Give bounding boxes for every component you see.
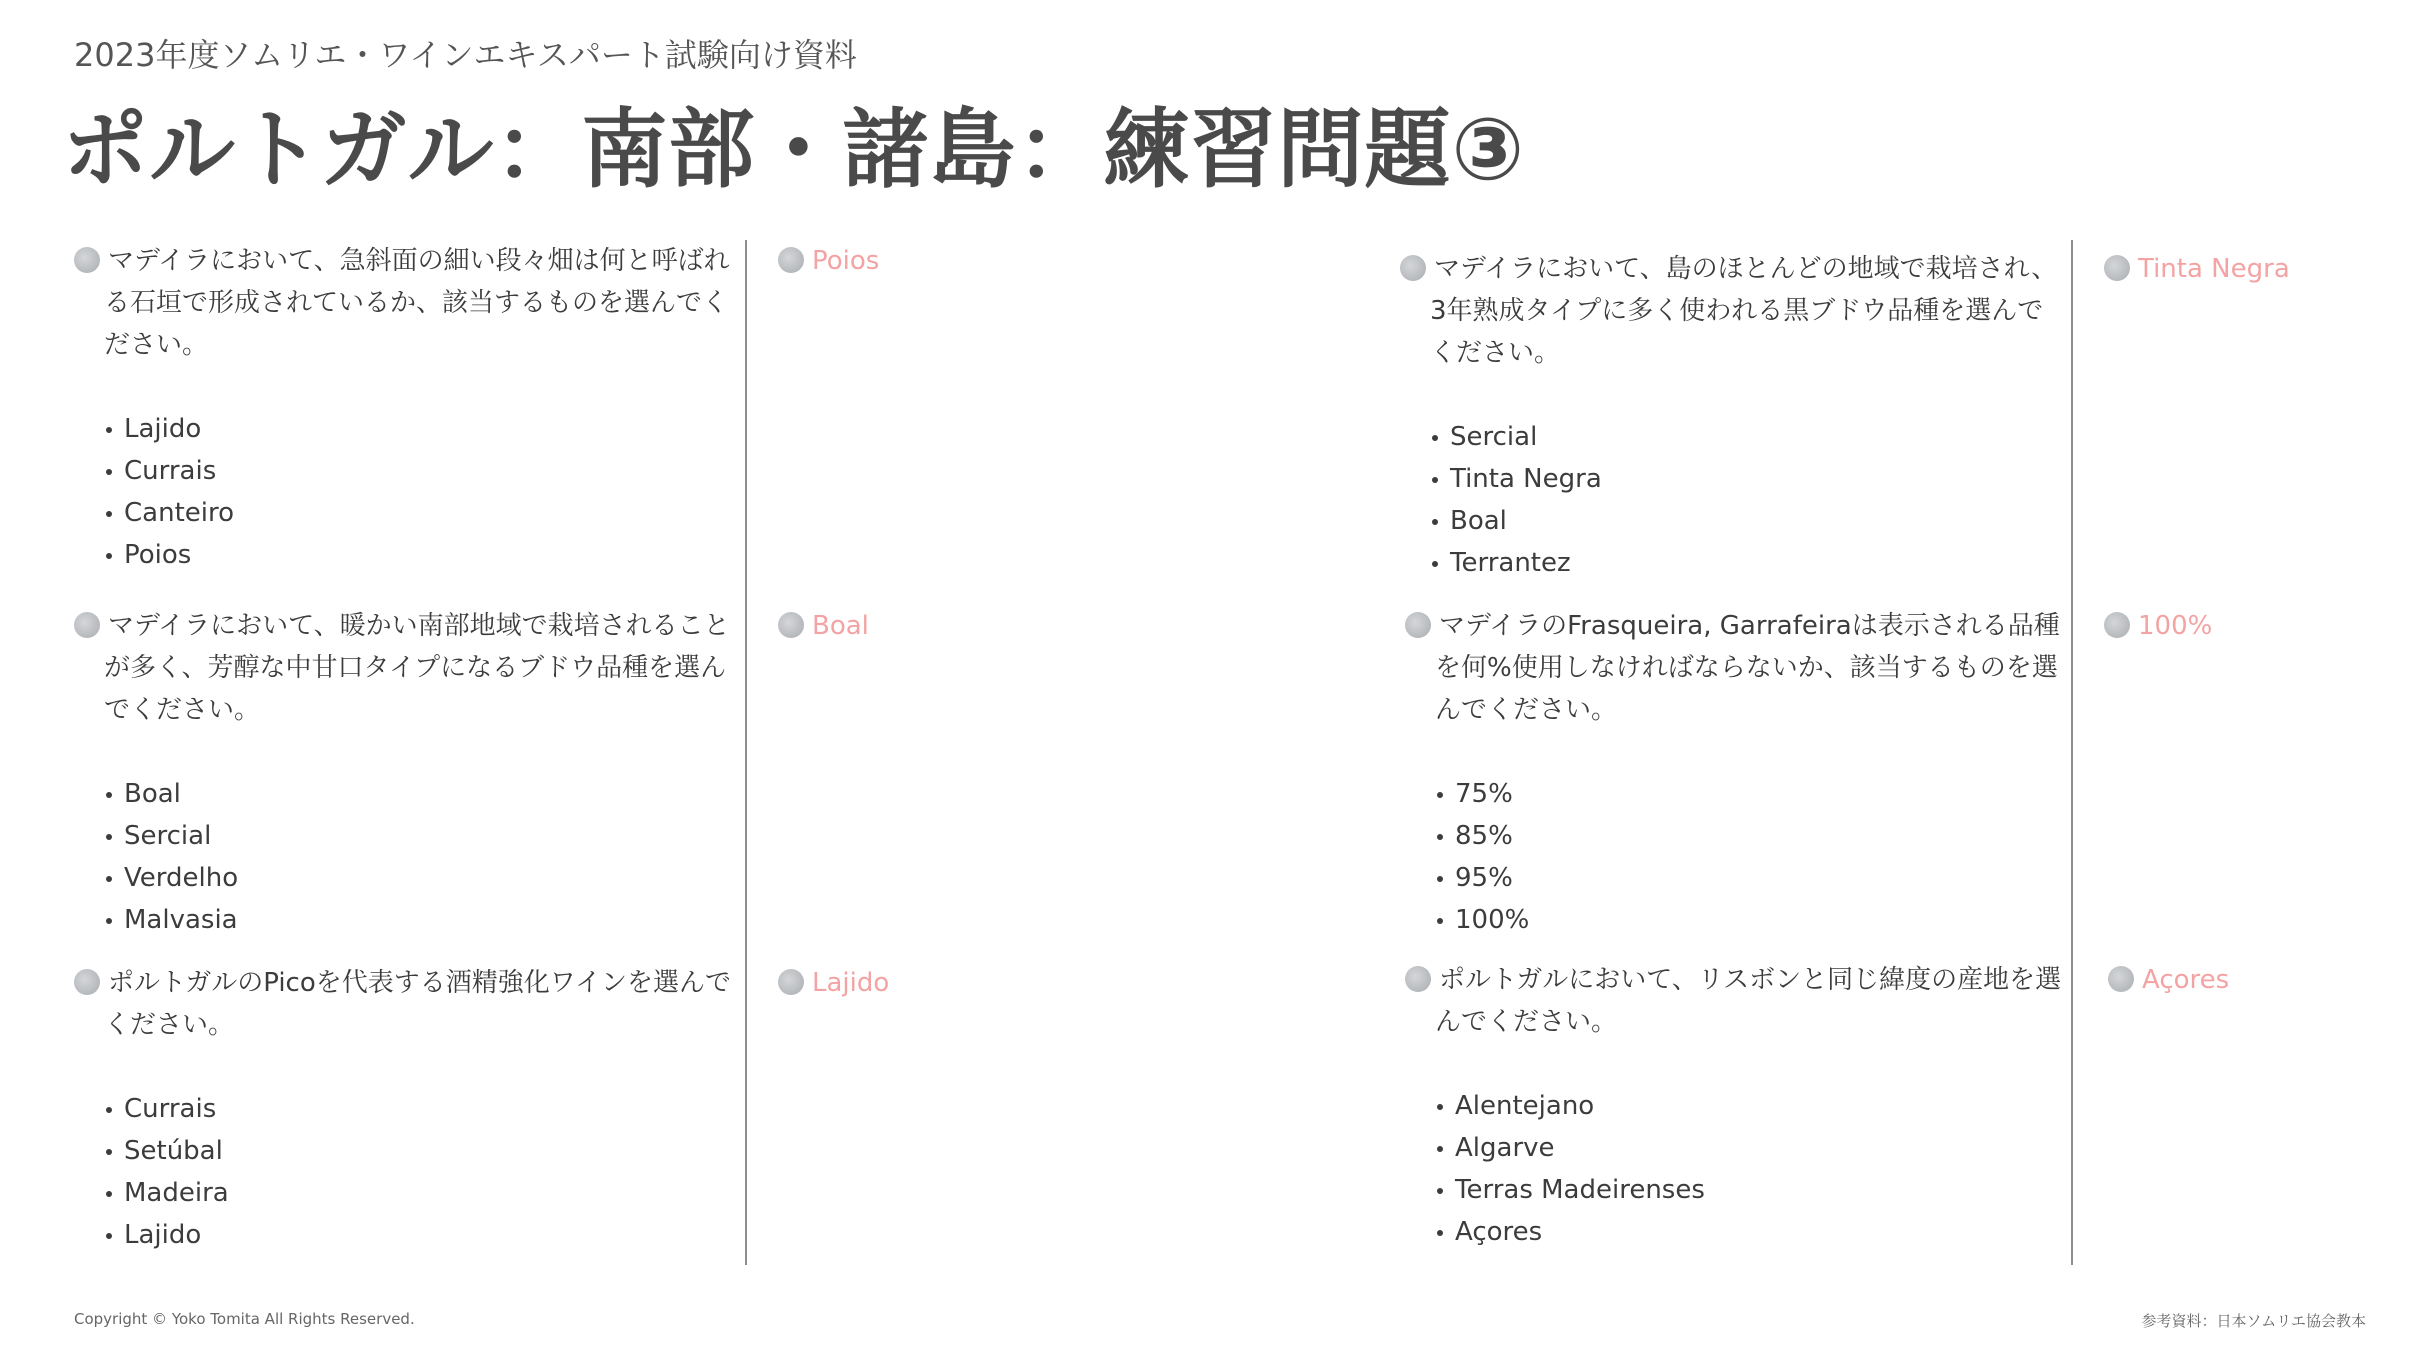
question-bullet-icon	[74, 969, 100, 995]
answer: 100%	[2104, 605, 2212, 647]
option-item: Açores	[1435, 1211, 2065, 1253]
option-list	[1405, 773, 2065, 941]
question-text: マデイラにおいて、急斜面の細い段々畑は何と呼ばれる石垣で形成されているか、該当するものを選んでください。	[74, 240, 734, 366]
option-list	[1400, 416, 2060, 584]
option-item: 95%	[1435, 857, 2065, 899]
question-bullet-icon	[1400, 255, 1426, 281]
question-bullet-icon	[1405, 966, 1431, 992]
question-block	[1405, 605, 2065, 941]
option-item: Malvasia	[104, 899, 734, 941]
option-item: Algarve	[1435, 1127, 2065, 1169]
answer: Poios	[778, 240, 879, 282]
question-block	[74, 962, 734, 1256]
question-text: ポルトガルのPicoを代表する酒精強化ワインを選んでください。	[74, 962, 734, 1046]
answer-bullet-icon	[2104, 255, 2130, 281]
question-text: マデイラにおいて、島のほとんどの地域で栽培され、 3年熟成タイプに多く使われる黒ブドウ品種を選んでください。	[1400, 248, 2060, 374]
reference-note: 参考資料：日本ソムリエ協会教本	[2141, 1312, 2366, 1330]
question-block	[1400, 248, 2060, 584]
option-item: Tinta Negra	[1430, 458, 2060, 500]
option-item: 85%	[1435, 815, 2065, 857]
answer: Boal	[778, 605, 869, 647]
answer-bullet-icon	[778, 612, 804, 638]
answer-bullet-icon	[778, 969, 804, 995]
option-item: 100%	[1435, 899, 2065, 941]
question-bullet-icon	[74, 612, 100, 638]
question-bullet-icon	[74, 247, 100, 273]
option-item: Setúbal	[104, 1130, 734, 1172]
option-list	[74, 1088, 734, 1256]
option-item: Boal	[1430, 500, 2060, 542]
option-item: Verdelho	[104, 857, 734, 899]
option-item: Lajido	[104, 1214, 734, 1256]
column-divider-left	[745, 240, 747, 1265]
option-item: Sercial	[1430, 416, 2060, 458]
option-item: Terras Madeirenses	[1435, 1169, 2065, 1211]
option-item: Lajido	[104, 408, 734, 450]
question-text: マデイラにおいて、暖かい南部地域で栽培されることが多く、芳醇な中甘口タイプになるブドウ品種を選んでください。	[74, 605, 734, 731]
question-text: マデイラのFrasqueira, Garrafeiraは表示される品種を何%使用しなければならないか、該当するものを選んでください。	[1405, 605, 2065, 731]
copyright: Copyright © Yoko Tomita All Rights Reserved.	[74, 1310, 415, 1328]
answer: Lajido	[778, 962, 889, 1004]
question-block	[1405, 959, 2065, 1253]
question-block	[74, 240, 734, 576]
option-item: Poios	[104, 534, 734, 576]
answer-bullet-icon	[2108, 966, 2134, 992]
page-title: ポルトガル：南部・諸島：練習問題③	[62, 100, 1526, 200]
option-list	[1405, 1085, 2065, 1253]
option-item: Sercial	[104, 815, 734, 857]
answer-bullet-icon	[2104, 612, 2130, 638]
option-item: 75%	[1435, 773, 2065, 815]
option-item: Alentejano	[1435, 1085, 2065, 1127]
question-text: ポルトガルにおいて、リスボンと同じ緯度の産地を選んでください。	[1405, 959, 2065, 1043]
option-item: Terrantez	[1430, 542, 2060, 584]
answer-bullet-icon	[778, 247, 804, 273]
option-item: Currais	[104, 450, 734, 492]
column-divider-right	[2071, 240, 2073, 1265]
question-bullet-icon	[1405, 612, 1431, 638]
option-item: Currais	[104, 1088, 734, 1130]
option-list	[74, 773, 734, 941]
option-item: Madeira	[104, 1172, 734, 1214]
document-subtitle: 2023年度ソムリエ・ワインエキスパート試験向け資料	[74, 36, 857, 74]
answer: Tinta Negra	[2104, 248, 2290, 290]
answer: Açores	[2108, 959, 2229, 1001]
option-item: Boal	[104, 773, 734, 815]
option-item: Canteiro	[104, 492, 734, 534]
question-block	[74, 605, 734, 941]
option-list	[74, 408, 734, 576]
